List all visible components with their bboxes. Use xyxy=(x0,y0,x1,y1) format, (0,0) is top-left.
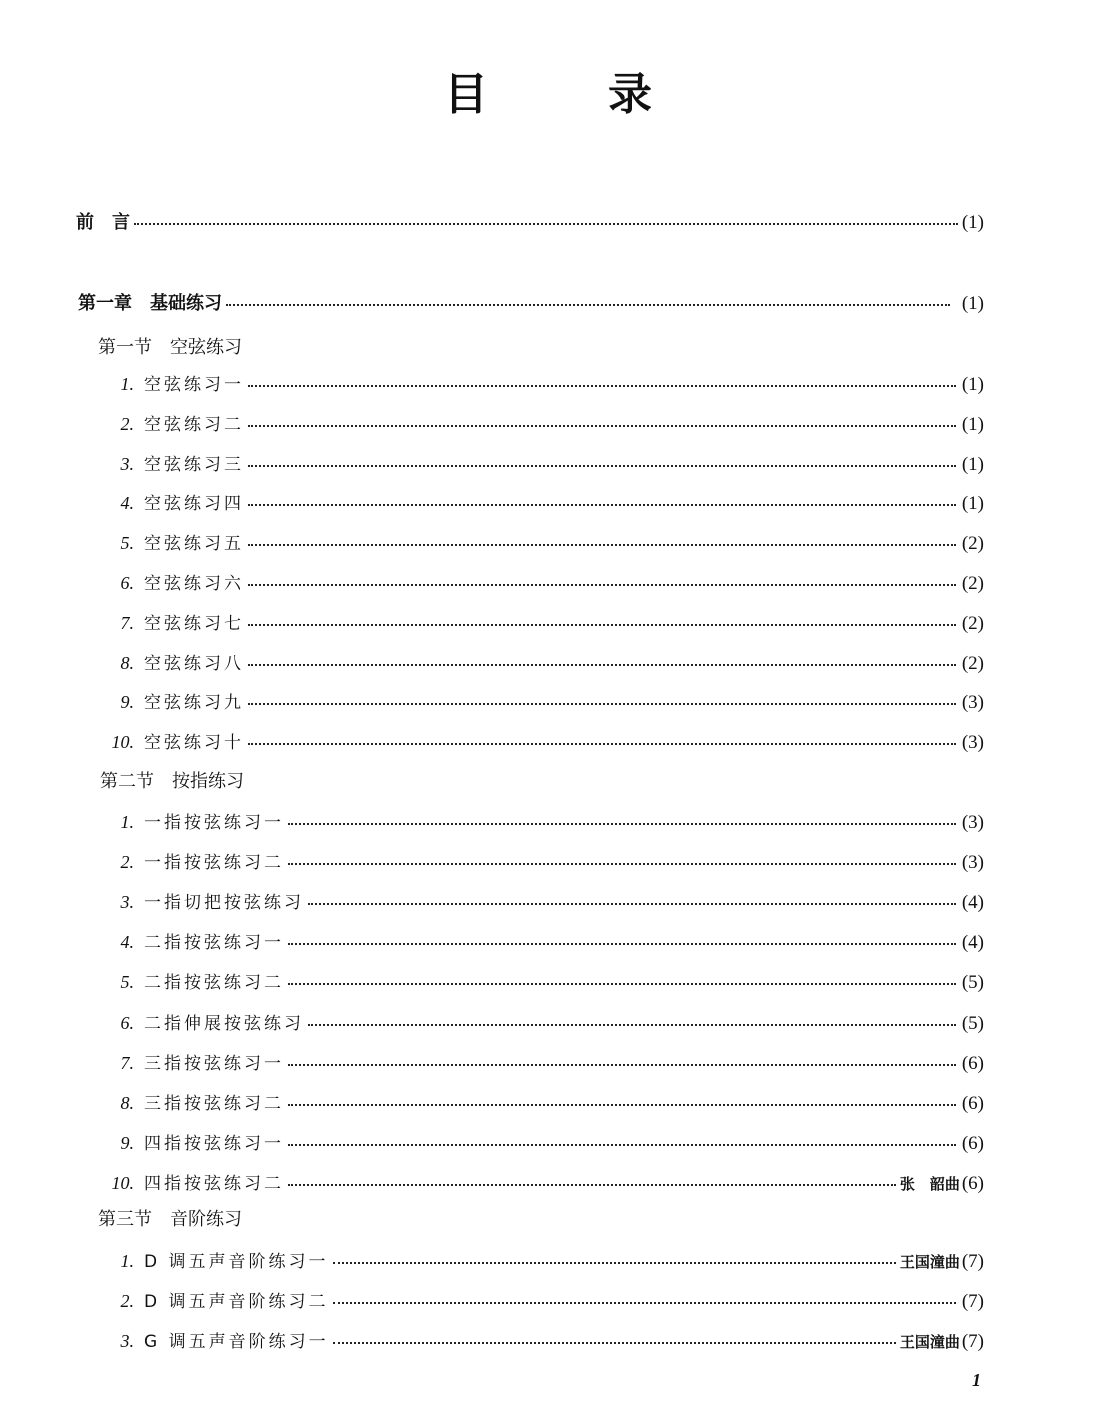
entry-number: 6. xyxy=(120,573,134,593)
dot-leader xyxy=(248,743,956,745)
entry-number: 1. xyxy=(120,1251,134,1271)
toc-entry[interactable] xyxy=(100,928,984,954)
page-number: (2) xyxy=(961,613,984,634)
entry-label: 三指按弦练习二 xyxy=(144,1094,284,1114)
toc-entry[interactable] xyxy=(100,1327,984,1353)
entry-number: 8. xyxy=(120,653,134,673)
composer-credit: 王国潼曲 xyxy=(899,1253,960,1271)
section-heading: 第二节 按指练习 xyxy=(100,771,244,792)
dot-leader xyxy=(248,425,956,427)
page-number: (3) xyxy=(961,852,984,873)
entry-number: 4. xyxy=(120,493,134,513)
page-number: (1) xyxy=(961,493,984,514)
page-number: (6) xyxy=(961,1173,984,1194)
entry-label: D 调五声音阶练习一 xyxy=(144,1252,329,1272)
entry-label: 四指按弦练习二 xyxy=(144,1174,284,1194)
entry-label: 一指切把按弦练习 xyxy=(144,893,304,913)
entry-number: 5. xyxy=(120,972,134,992)
entry-label: 一指按弦练习二 xyxy=(144,853,284,873)
toc-entry[interactable] xyxy=(100,649,984,675)
entry-label: 第一章 基础练习 xyxy=(78,293,222,314)
page-number: (3) xyxy=(961,732,984,753)
toc-entry[interactable] xyxy=(100,1247,984,1273)
entry-label: 空弦练习九 xyxy=(144,693,244,713)
dot-leader xyxy=(288,863,956,865)
entry-number: 2. xyxy=(120,414,134,434)
dot-leader xyxy=(288,823,956,825)
toc-entry[interactable] xyxy=(100,688,984,714)
page-number: (4) xyxy=(961,932,984,953)
entry-label: 空弦练习三 xyxy=(144,455,244,475)
dot-leader xyxy=(248,664,956,666)
page-title xyxy=(0,58,1096,122)
entry-number: 7. xyxy=(120,1053,134,1073)
entry-label: 空弦练习六 xyxy=(144,574,244,594)
dot-leader xyxy=(248,544,956,546)
dot-leader xyxy=(288,1144,956,1146)
toc-entry[interactable] xyxy=(100,808,984,834)
entry-number: 2. xyxy=(120,1291,134,1311)
entry-number: 3. xyxy=(120,1331,134,1351)
page-number: (1) xyxy=(961,374,984,395)
entry-number: 3. xyxy=(120,892,134,912)
toc-entry[interactable] xyxy=(100,529,984,555)
entry-label: 二指伸展按弦练习 xyxy=(144,1014,304,1034)
entry-label: 三指按弦练习一 xyxy=(144,1054,284,1074)
toc-entry[interactable] xyxy=(100,370,984,396)
entry-label: 二指按弦练习二 xyxy=(144,973,284,993)
dot-leader xyxy=(248,624,956,626)
entry-number: 9. xyxy=(120,692,134,712)
toc-entry[interactable] xyxy=(100,1169,984,1195)
page-number: (3) xyxy=(961,812,984,833)
title-char-1: 目 xyxy=(444,69,488,120)
page-number: (7) xyxy=(961,1251,984,1272)
entry-number: 9. xyxy=(120,1133,134,1153)
toc-entry[interactable] xyxy=(100,1089,984,1115)
dot-leader xyxy=(288,1064,956,1066)
entry-label: 空弦练习五 xyxy=(144,534,244,554)
entry-number: 10. xyxy=(111,732,134,752)
entry-number: 5. xyxy=(120,533,134,553)
dot-leader xyxy=(248,584,956,586)
toc-entry[interactable] xyxy=(100,410,984,436)
page-number: (2) xyxy=(961,533,984,554)
entry-number: 10. xyxy=(111,1173,134,1193)
dot-leader xyxy=(288,1104,956,1106)
page-number: (6) xyxy=(961,1093,984,1114)
toc-entry[interactable] xyxy=(100,1129,984,1155)
dot-leader xyxy=(333,1342,896,1344)
entry-label: G 调五声音阶练习一 xyxy=(144,1332,329,1352)
toc-entry[interactable] xyxy=(100,1287,984,1313)
entry-number: 3. xyxy=(120,454,134,474)
entry-label: 一指按弦练习一 xyxy=(144,813,284,833)
dot-leader xyxy=(333,1262,896,1264)
toc-entry[interactable] xyxy=(100,569,984,595)
page-number: (2) xyxy=(961,573,984,594)
entry-number: 4. xyxy=(120,932,134,952)
toc-entry-preface[interactable] xyxy=(76,208,984,234)
page-number: (1) xyxy=(961,414,984,435)
page-number: (1) xyxy=(961,293,984,314)
entry-number: 2. xyxy=(120,852,134,872)
entry-number: 1. xyxy=(120,812,134,832)
entry-label: 二指按弦练习一 xyxy=(144,933,284,953)
toc-entry-chapter-1[interactable] xyxy=(78,289,984,315)
dot-leader xyxy=(308,903,956,905)
dot-leader xyxy=(288,1184,896,1186)
dot-leader xyxy=(248,703,956,705)
entry-label: 空弦练习十 xyxy=(144,733,244,753)
toc-entry[interactable] xyxy=(100,1049,984,1075)
entry-label: D 调五声音阶练习二 xyxy=(144,1292,329,1312)
composer-credit: 王国潼曲 xyxy=(899,1333,960,1351)
entry-label: 空弦练习四 xyxy=(144,494,244,514)
page-number: (6) xyxy=(961,1133,984,1154)
entry-label: 前 言 xyxy=(76,212,130,233)
page-number: (5) xyxy=(961,972,984,993)
entry-number: 8. xyxy=(120,1093,134,1113)
toc-entry[interactable] xyxy=(100,968,984,994)
dot-leader xyxy=(308,1024,956,1026)
entry-number: 1. xyxy=(120,374,134,394)
page-number: (7) xyxy=(961,1291,984,1312)
entry-label: 空弦练习七 xyxy=(144,614,244,634)
dot-leader xyxy=(288,983,956,985)
page-number: (1) xyxy=(961,454,984,475)
page-number: (4) xyxy=(961,892,984,913)
composer-credit: 张 韶曲 xyxy=(899,1175,960,1193)
page-number: (3) xyxy=(961,692,984,713)
dot-leader xyxy=(248,385,956,387)
entry-label: 空弦练习二 xyxy=(144,415,244,435)
page-number: (7) xyxy=(961,1331,984,1352)
title-char-2: 录 xyxy=(608,69,652,120)
entry-number: 6. xyxy=(120,1013,134,1033)
dot-leader xyxy=(226,304,950,306)
section-heading: 第一节 空弦练习 xyxy=(98,337,242,358)
dot-leader xyxy=(248,465,956,467)
page-number: (2) xyxy=(961,653,984,674)
toc-entry[interactable] xyxy=(100,609,984,635)
page-number: (5) xyxy=(961,1013,984,1034)
toc-entry[interactable] xyxy=(100,450,984,476)
toc-entry[interactable] xyxy=(100,489,984,515)
entry-label: 四指按弦练习一 xyxy=(144,1134,284,1154)
page-number: (6) xyxy=(961,1053,984,1074)
dot-leader xyxy=(333,1302,956,1304)
page-number: (1) xyxy=(961,212,984,233)
section-heading: 第三节 音阶练习 xyxy=(98,1209,242,1230)
dot-leader xyxy=(248,504,956,506)
toc-entry[interactable] xyxy=(100,848,984,874)
entry-label: 空弦练习一 xyxy=(144,375,244,395)
toc-entry[interactable] xyxy=(100,888,984,914)
toc-entry[interactable] xyxy=(100,728,984,754)
toc-entry[interactable] xyxy=(100,1009,984,1035)
page-folio: 1 xyxy=(972,1370,981,1390)
dot-leader xyxy=(134,223,958,225)
dot-leader xyxy=(288,943,956,945)
entry-label: 空弦练习八 xyxy=(144,654,244,674)
entry-number: 7. xyxy=(120,613,134,633)
